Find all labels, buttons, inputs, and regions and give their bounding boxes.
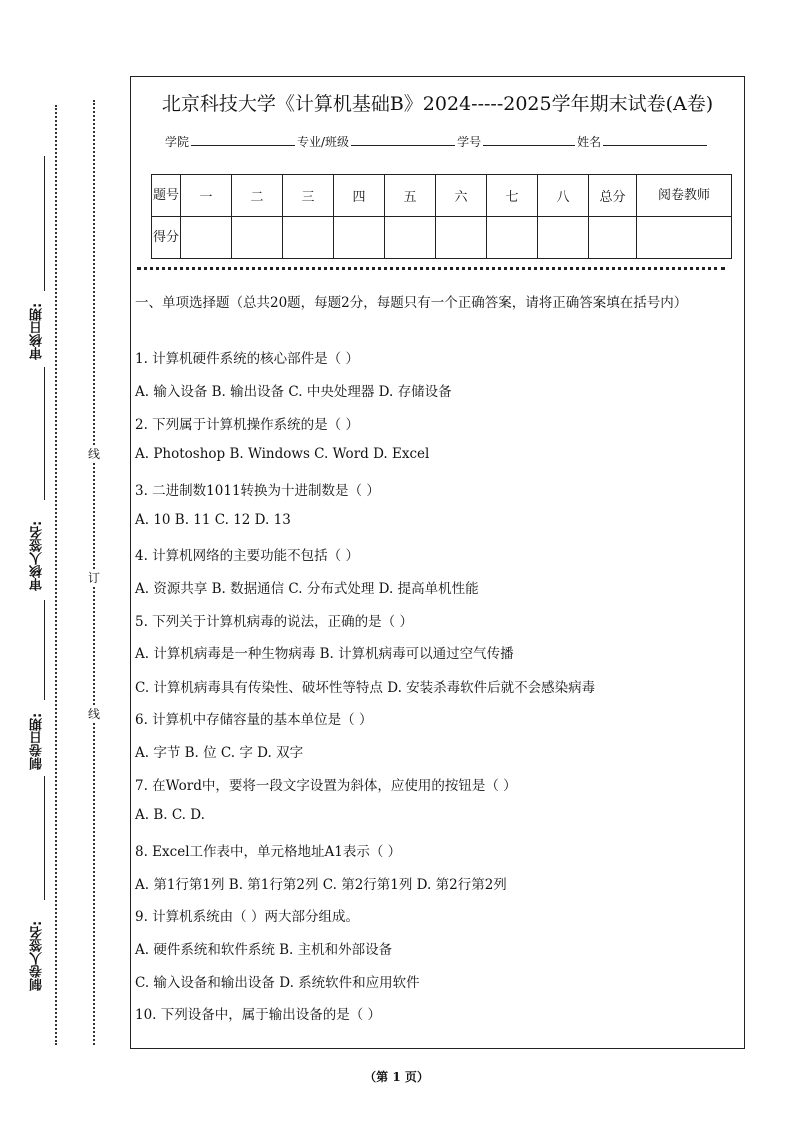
name-field[interactable]: [603, 133, 707, 146]
question-line: 6. 计算机中存储容量的基本单位是（ ）: [135, 712, 373, 728]
college-field[interactable]: [191, 133, 295, 146]
score-cell[interactable]: [334, 217, 385, 259]
review-date-label: 审核日期:: [30, 302, 45, 360]
reviewer-header: 阅卷教师: [637, 175, 732, 217]
score-cell[interactable]: [283, 217, 334, 259]
binding-dotted-line-outer: [55, 105, 57, 1045]
question-line: 5. 下列关于计算机病毒的说法，正确的是（ ）: [135, 614, 413, 630]
score-table-header-row: [152, 175, 732, 217]
reviewer-cell[interactable]: [637, 217, 732, 259]
section-separator: [137, 267, 725, 270]
student-info-row: [165, 133, 709, 150]
question-line: C. 输入设备和输出设备 D. 系统软件和应用软件: [135, 975, 420, 991]
major-class-field[interactable]: [351, 133, 455, 146]
review-date-line: [44, 156, 45, 291]
make-signature-label: 制卷人签名:: [30, 920, 45, 991]
score-table: [151, 174, 732, 259]
question-line: 8. Excel工作表中，单元格地址A1表示（ ）: [135, 844, 402, 860]
question-line: A. B. C. D.: [135, 807, 205, 823]
question-line: A. 10 B. 11 C. 12 D. 13: [135, 512, 291, 528]
review-signature-label: 审核人签名:: [30, 520, 45, 591]
binding-mark-order: 订: [87, 571, 100, 585]
score-cell[interactable]: [487, 217, 538, 259]
question-line: 3. 二进制数1011转换为十进制数是（ ）: [135, 483, 380, 499]
binding-mark-line-top: 线: [87, 447, 100, 461]
make-date-line: [44, 600, 45, 700]
col-header: 二: [232, 175, 283, 217]
question-line: 4. 计算机网络的主要功能不包括（ ）: [135, 548, 359, 564]
college-label: 学院: [165, 135, 190, 149]
page-number: （第 1 页）: [364, 1070, 429, 1084]
score-cell[interactable]: [181, 217, 232, 259]
question-line: A. 计算机病毒是一种生物病毒 B. 计算机病毒可以通过空气传播: [135, 646, 514, 662]
score-cell[interactable]: [232, 217, 283, 259]
question-line: 9. 计算机系统由（ ）两大部分组成。: [135, 909, 359, 925]
col-header: 五: [385, 175, 436, 217]
score-table-score-row: [152, 217, 732, 259]
question-line: A. Photoshop B. Windows C. Word D. Excel: [135, 446, 430, 462]
score-cell[interactable]: [538, 217, 589, 259]
question-line: A. 第1行第1列 B. 第1行第2列 C. 第2行第1列 D. 第2行第2列: [135, 877, 507, 893]
col-header: 七: [487, 175, 538, 217]
col-header: 一: [181, 175, 232, 217]
review-signature-line: [44, 367, 45, 500]
make-date-label: 制卷日期:: [30, 712, 45, 770]
binding-mark-line-bottom: 线: [87, 707, 100, 721]
question-line: A. 输入设备 B. 输出设备 C. 中央处理器 D. 存储设备: [135, 384, 452, 400]
score-header: 得分: [152, 217, 181, 259]
col-header: 六: [436, 175, 487, 217]
total-score-cell[interactable]: [589, 217, 637, 259]
question-line: C. 计算机病毒具有传染性、破坏性等特点 D. 安装杀毒软件后就不会感染病毒: [135, 680, 596, 696]
student-id-label: 学号: [457, 135, 482, 149]
col-header: 三: [283, 175, 334, 217]
total-header: 总分: [589, 175, 637, 217]
exam-frame: [130, 76, 745, 1049]
col-header: 四: [334, 175, 385, 217]
question-line: A. 硬件系统和软件系统 B. 主机和外部设备: [135, 942, 393, 958]
question-line: 2. 下列属于计算机操作系统的是（ ）: [135, 417, 359, 433]
col-header: 八: [538, 175, 589, 217]
make-signature-line: [44, 776, 45, 900]
score-cell[interactable]: [385, 217, 436, 259]
question-line: 10. 下列设备中，属于输出设备的是（ ）: [135, 1007, 382, 1023]
question-line: 7. 在Word中，要将一段文字设置为斜体，应使用的按钮是（ ）: [135, 778, 517, 794]
question-line: A. 资源共享 B. 数据通信 C. 分布式处理 D. 提高单机性能: [135, 581, 479, 597]
score-cell[interactable]: [436, 217, 487, 259]
exam-title: 北京科技大学《计算机基础B》2024-----2025学年期末试卷(A卷): [161, 93, 714, 115]
major-label: 专业/班级: [297, 135, 350, 149]
question-line: 1. 计算机硬件系统的核心部件是（ ）: [135, 351, 359, 367]
question-number-header: 题号: [152, 175, 181, 217]
name-label: 姓名: [577, 135, 602, 149]
question-line: A. 字节 B. 位 C. 字 D. 双字: [135, 745, 304, 761]
section-heading: 一、单项选择题（总共20题，每题2分，每题只有一个正确答案，请将正确答案填在括号内）: [135, 295, 688, 311]
student-id-field[interactable]: [483, 133, 575, 146]
